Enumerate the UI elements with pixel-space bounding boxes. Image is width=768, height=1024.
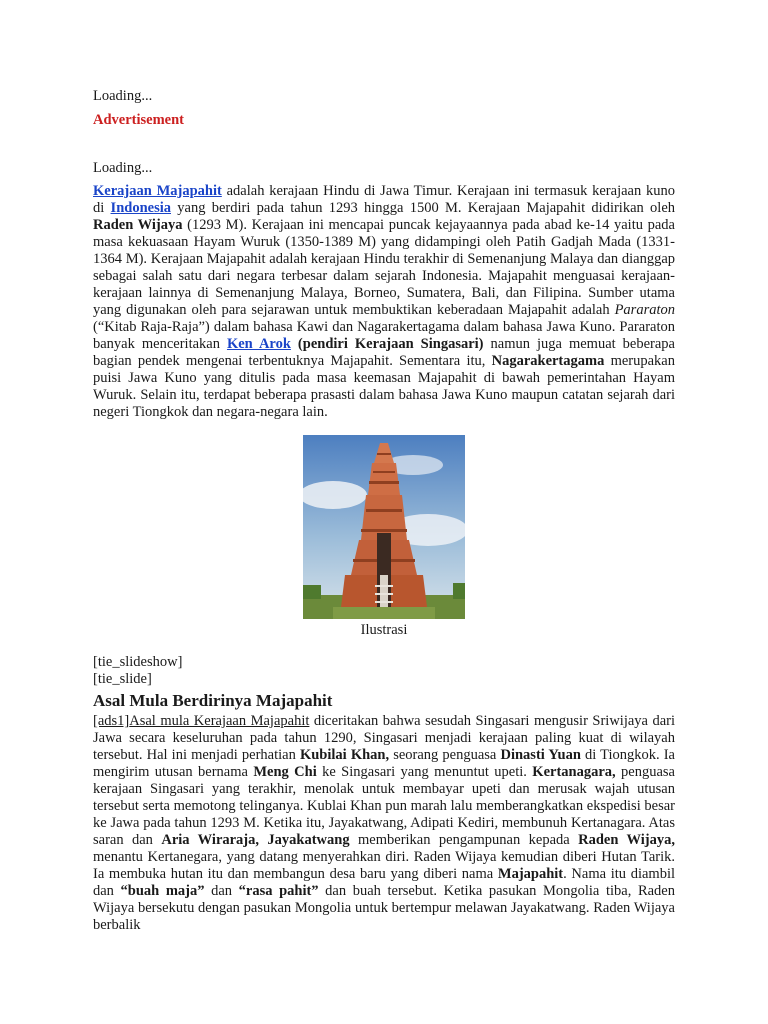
ads-shortcode: [ads1]	[93, 713, 130, 729]
bold-aria-wiraraja: Aria Wiraraja, Jayakatwang	[161, 832, 350, 848]
body-text-6: memberikan pengampunan kepada	[349, 832, 579, 848]
shortcode-slide: [tie_slide]	[93, 671, 152, 687]
body-text-5: penguasa kerajaan Singasari yang terakhir, menolak untuk membayar upeti dan merusak wajah utusan tersebut serta memotong telinganya. Kublai Khan pun marah lalu memberangkatkan ekspedisi besar ke Jawa pada tahun 1293 M. Ketika itu, Jayakatwang, Adipati Kediri, membunuh Kertanagara. Atas saran dan	[93, 764, 675, 848]
intro-text-3: (1293 M). Kerajaan ini mencapai puncak kejayaannya pada abad ke-14 yaitu pada masa kekuasaan Hayam Wuruk (1350-1389 M) yang didampingi oleh Patih Gadjah Mada (1331-1364 M). Kerajaan Majapahit adalah kerajaan Hindu terakhir di Semenanjung Malaya dan dianggap sebagai salah satu dari negara terbesar dalam sejarah Indonesia. Majapahit menguasai kerajaan-kerajaan lainnya di Semenanjung Malaya, Borneo, Sumatera, Bali, dan Filipina. Sumber utama yang digunakan oleh para sejarawan untuk membuktikan keberadaan Majapahit adalah	[93, 217, 675, 318]
bold-rasa-pahit: “rasa pahit”	[238, 883, 319, 899]
shortcode-slideshow: [tie_slideshow]	[93, 654, 183, 670]
intro-text-4: (“Kitab Raja-Raja”) dalam bahasa Kawi dan Nagarakertagama dalam bahasa Jawa Kuno. Pararaton banyak menceritakan	[93, 319, 675, 352]
link-kerajaan-majapahit[interactable]: Kerajaan Majapahit	[93, 183, 222, 199]
bold-raden-wijaya: Raden Wijaya	[93, 217, 183, 233]
body-text-9: dan	[204, 883, 239, 899]
section-heading: Asal Mula Berdirinya Majapahit	[93, 691, 333, 710]
history-paragraph	[93, 713, 675, 934]
bold-buah-maja: “buah maja”	[120, 883, 205, 899]
loading-text-1: Loading...	[93, 88, 153, 104]
body-text-1: diceritakan bahwa sesudah Singasari mengusir Sriwijaya dari Jawa secara keseluruhan pada tahun 1290, Singasari menjadi kerajaan paling kuat di wilayah tersebut. Hal ini menjadi perhatian	[93, 713, 675, 763]
link-indonesia[interactable]: Indonesia	[110, 200, 171, 216]
intro-text-6: merupakan puisi Jawa Kuno yang ditulis pada masa keemasan Majapahit di bawah pemerintahan Hayam Wuruk. Selain itu, terdapat beberapa prasasti dalam bahasa Jawa Kuno maupun catatan sejarah dari negeri Tiongkok dan negara-negara lain.	[93, 353, 675, 420]
bold-majapahit: Majapahit	[497, 866, 564, 882]
body-text-2: seorang penguasa	[389, 747, 501, 763]
intro-text-5: namun juga memuat beberapa bagian pendek mengenai terbentuknya Majapahit. Sementara itu,	[93, 336, 675, 369]
body-text-4: ke Singasari yang menuntut upeti.	[316, 764, 533, 780]
body-text-10: dan buah tersebut. Ketika pasukan Mongolia tiba, Raden Wijaya bersekutu dengan pasukan Mongolia untuk bertempur melawan Jayakatwang. Raden Wijaya berbalik	[93, 883, 675, 933]
bold-dinasti-yuan: Dinasti Yuan	[500, 747, 581, 763]
bold-nagarakertagama: Nagarakertagama	[491, 353, 605, 369]
intro-text-1: adalah kerajaan Hindu di Jawa Timur. Kerajaan ini termasuk kerajaan kuno di	[93, 183, 675, 216]
loading-text-2: Loading...	[93, 160, 153, 176]
body-text-8: . Nama itu diambil dan	[93, 866, 676, 899]
link-ken-arok[interactable]: Ken Arok	[226, 336, 291, 352]
bold-pendiri: (pendiri Kerajaan Singasari)	[290, 336, 484, 352]
bold-kertanagara: Kertanagara,	[532, 764, 616, 780]
figure-caption: Ilustrasi	[360, 622, 408, 638]
intro-text-2: yang berdiri pada tahun 1293 hingga 1500 M. Kerajaan Majapahit didirikan oleh	[171, 200, 675, 216]
intro-paragraph	[93, 183, 675, 421]
body-text-7: menantu Kertanegara, yang datang menyerahkan diri. Raden Wijaya kemudian diberi Hutan Tarik. Ia membuka hutan itu dan membangun desa baru yang diberi nama	[93, 849, 675, 882]
body-text-3: di Tiongkok. Ia mengirim utusan bernama	[93, 747, 675, 780]
temple-figure	[303, 435, 465, 639]
advertisement-label: Advertisement	[93, 112, 185, 128]
bold-raden-wijaya-2: Raden Wijaya,	[578, 832, 675, 848]
bold-meng-chi: Meng Chi	[253, 764, 317, 780]
temple-image	[303, 435, 465, 619]
italic-pararaton: Pararaton	[614, 302, 675, 318]
underlined-asal-mula: Asal mula Kerajaan Majapahit	[129, 713, 310, 729]
bold-kubilai-khan: Kubilai Khan,	[299, 747, 390, 763]
